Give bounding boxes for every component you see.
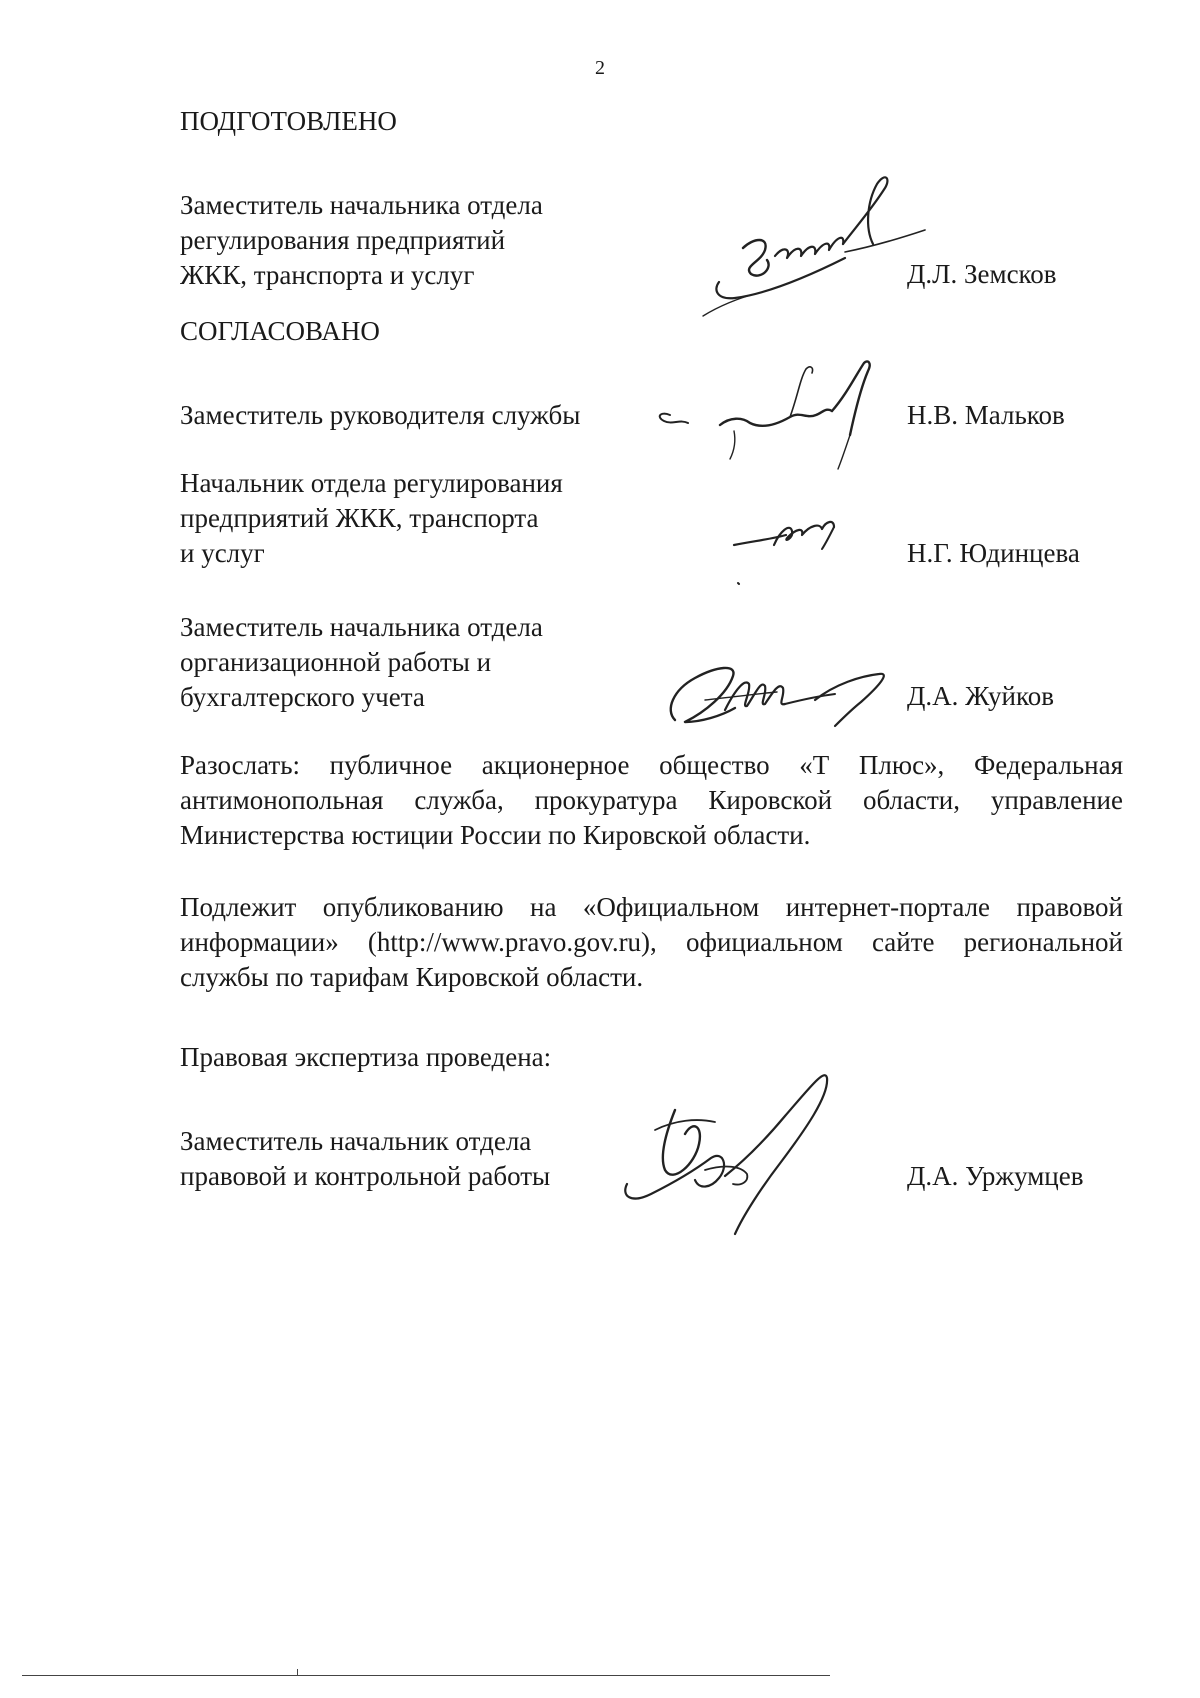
agreed-entry-1-name: Н.В. Мальков (907, 400, 1065, 430)
prepared-position-line-2: регулирования предприятий (180, 225, 506, 255)
publication-line-1: Подлежит опубликованию на «Официальном интернет-портале правовой (180, 892, 1123, 922)
agreed-entry-2-name: Н.Г. Юдинцева (907, 538, 1080, 568)
prepared-name: Д.Л. Земсков (907, 259, 1057, 289)
distribution-line-2: антимонопольная служба, прокуратура Кировской области, управление (180, 785, 1123, 815)
footer-rule (22, 1675, 830, 1676)
prepared-heading: ПОДГОТОВЛЕНО (180, 106, 397, 136)
agreed-entry-1-position (180, 398, 580, 433)
footer-rule-tick (297, 1669, 298, 1676)
agreed-entry-2-position (180, 466, 563, 571)
agreed-heading: СОГЛАСОВАНО (180, 316, 380, 346)
agreed-entry-2-position-line-2: предприятий ЖКК, транспорта (180, 503, 539, 533)
agreed-entry-2-position-line-1: Начальник отдела регулирования (180, 468, 563, 498)
distribution-line-3: Министерства юстиции России по Кировской области. (180, 820, 811, 850)
legal-review-position-line-1: Заместитель начальник отдела (180, 1126, 532, 1156)
distribution-line-1: Разослать: публичное акционерное общество «Т Плюс», Федеральная (180, 750, 1123, 780)
agreed-entry-3-name: Д.А. Жуйков (907, 681, 1054, 711)
publication-line-2: информации» (http://www.pravo.gov.ru), официальном сайте региональной (180, 927, 1123, 957)
agreed-entry-2-position-line-3: и услуг (180, 538, 265, 568)
legal-review-name: Д.А. Уржумцев (907, 1161, 1084, 1191)
publication-line-3: службы по тарифам Кировской области. (180, 962, 644, 992)
signature-zemskov (695, 170, 935, 320)
agreed-entry-3-position (180, 610, 543, 715)
agreed-entry-3-position-line-3: бухгалтерского учета (180, 682, 425, 712)
agreed-entry-3-position-line-2: организационной работы и (180, 647, 492, 677)
legal-review-heading: Правовая экспертиза проведена: (180, 1042, 552, 1072)
agreed-entry-1-position-line-1: Заместитель руководителя службы (180, 400, 581, 430)
prepared-position (180, 188, 543, 293)
publication-paragraph (180, 890, 1123, 995)
signature-yudintseva (730, 505, 860, 585)
prepared-position-line-1: Заместитель начальника отдела (180, 190, 543, 220)
page-number: 2 (595, 57, 605, 79)
legal-review-position-line-2: правовой и контрольной работы (180, 1161, 551, 1191)
signature-malkov (650, 355, 920, 475)
legal-review-position (180, 1124, 550, 1194)
signature-urzhumtsev (615, 1060, 895, 1240)
prepared-position-line-3: ЖКК, транспорта и услуг (180, 260, 475, 290)
agreed-entry-3-position-line-1: Заместитель начальника отдела (180, 612, 543, 642)
distribution-paragraph (180, 748, 1123, 853)
signature-zhuikov (665, 650, 915, 740)
